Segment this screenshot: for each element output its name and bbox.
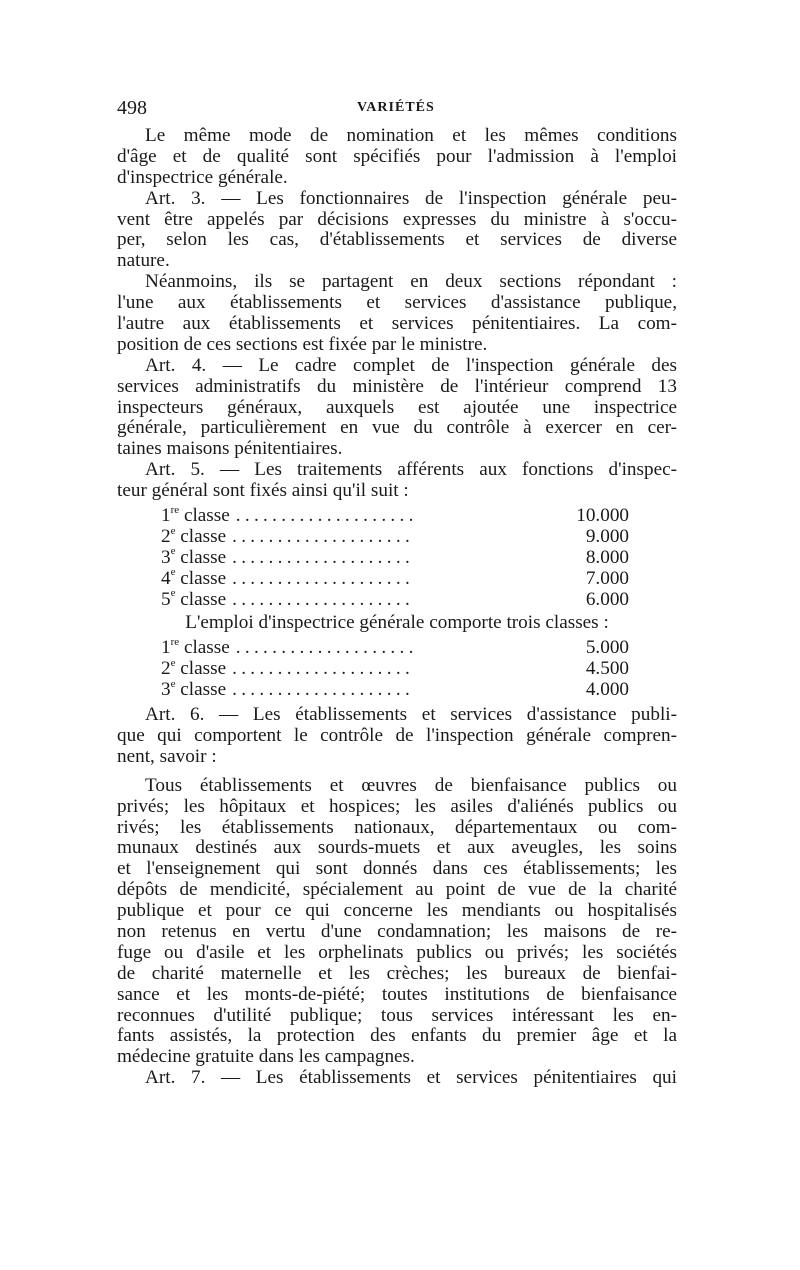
paragraph-intro [117, 126, 677, 189]
leader-dots: .................... [232, 568, 415, 589]
text-line: privés; les hôpitaux et hospices; les asiles d'aliénés publics ou [117, 795, 677, 817]
salary-class: 1re classe [161, 635, 230, 659]
text-line: Néanmoins, ils se partagent en deux sections répondant : [145, 271, 677, 293]
text-line: non retenus en vertu d'une condamnation; les maisons de re- [117, 920, 677, 942]
leader-dots: .................... [232, 680, 415, 701]
inspectrice-intro: L'emploi d'inspectrice générale comporte trois classes : [185, 612, 609, 634]
salary-amount: 4.500 [585, 658, 629, 680]
salary-amount: 5.000 [585, 637, 629, 659]
salary-class: 2e classe [161, 524, 227, 547]
paragraph-neanmoins [117, 272, 677, 356]
salary-class: 1re classe [161, 503, 230, 527]
text-line: rivés; les établissements nationaux, départementaux ou com- [117, 816, 677, 838]
salary-row [117, 524, 677, 548]
salary-class: 5e classe [161, 587, 227, 610]
leader-dots: .................... [232, 547, 415, 568]
salary-row [117, 635, 677, 659]
text-line: vent être appelés par décisions expresses du ministre à s'occu- [117, 208, 677, 230]
text-line: médecine gratuite dans les campagnes. [117, 1046, 415, 1068]
page-number: 498 [117, 97, 147, 119]
text-line: reconnues d'utilité publique; tous services intéressant les en- [117, 1004, 677, 1026]
text-line: inspecteurs généraux, auxquels est ajoutée une inspectrice [117, 396, 677, 418]
text-line: Art. 3. — Les fonctionnaires de l'inspection générale peu- [145, 187, 677, 209]
paragraph-art3 [117, 189, 677, 273]
text-line: l'autre aux établissements et services pénitentiaires. La com- [117, 313, 677, 335]
page-header [117, 97, 677, 123]
text-line: taines maisons pénitentiaires. [117, 438, 343, 460]
salary-amount: 9.000 [585, 525, 629, 547]
salary-amount: 7.000 [585, 567, 629, 589]
salary-amount: 8.000 [585, 546, 629, 568]
text-line: d'âge et de qualité sont spécifiés pour l'admission à l'emploi [117, 145, 677, 167]
paragraph-art6 [117, 705, 677, 768]
text-line: nature. [117, 250, 170, 272]
text-line: teur général sont fixés ainsi qu'il suit : [117, 480, 409, 502]
salary-row [117, 503, 677, 527]
paragraph-art4 [117, 356, 677, 460]
salary-class: 3e classe [161, 677, 227, 701]
text-line: Art. 4. — Le cadre complet de l'inspection générale des [145, 354, 677, 376]
salary-class: 2e classe [161, 656, 227, 680]
text-line: Art. 7. — Les établissements et services pénitentiaires qui [145, 1067, 677, 1089]
salary-table-inspectrice [117, 635, 677, 701]
text-line: Art. 5. — Les traitements afférents aux fonctions d'inspec- [145, 459, 677, 481]
leader-dots: .................... [232, 589, 415, 610]
text-line: per, selon les cas, d'établissements et services de diverse [117, 229, 677, 251]
salary-amount: 10.000 [576, 505, 629, 527]
salary-class: 4e classe [161, 566, 227, 589]
text-line: et l'enseignement qui sont donnés dans ces établissements; les [117, 858, 677, 880]
leader-dots: .................... [232, 659, 415, 680]
text-line: Tous établissements et œuvres de bienfaisance publics ou [145, 774, 677, 796]
salary-class: 3e classe [161, 545, 227, 568]
text-line: services administratifs du ministère de l'intérieur comprend 13 [117, 375, 677, 397]
paragraph-art7 [117, 1068, 677, 1089]
text-line: position de ces sections est fixée par le ministre. [117, 333, 488, 355]
salary-row [117, 656, 677, 680]
text-line: d'inspectrice générale. [117, 166, 288, 188]
text-line: fuge ou d'asile et les orphelinats publics ou privés; les sociétés [117, 941, 677, 963]
running-head: VARIÉTÉS [357, 100, 435, 115]
salary-row [117, 566, 677, 590]
text-line: Art. 6. — Les établissements et services d'assistance publi- [145, 704, 677, 726]
salary-table-inspecteurs [117, 503, 677, 610]
text-line: générale, particulièrement en vue du contrôle à exercer en cer- [117, 417, 677, 439]
text-line: de charité maternelle et les crèches; les bureaux de bienfai- [117, 962, 677, 984]
text-line: sance et les monts-de-piété; toutes institutions de bienfaisance [117, 983, 677, 1005]
leader-dots: .................... [232, 526, 415, 547]
salary-row [117, 587, 677, 611]
salary-amount: 6.000 [585, 588, 629, 610]
text-line: que qui comportent le contrôle de l'inspection générale compren- [117, 724, 677, 746]
text-line: publique et pour ce qui concerne les mendiants ou hospitalisés [117, 900, 677, 922]
text-line: dépôts de mendicité, spécialement au point de vue de la charité [117, 879, 677, 901]
salary-amount: 4.000 [585, 679, 629, 701]
text-line: nent, savoir : [117, 745, 217, 767]
salary-row [117, 545, 677, 569]
paragraph-etablissements-list [117, 776, 677, 1068]
text-line: munaux destinés aux sourds-muets et aux aveugles, les soins [117, 837, 677, 859]
text-line: fants assistés, la protection des enfants du premier âge et la [117, 1025, 677, 1047]
paragraph-art5 [117, 460, 677, 502]
text-line: Le même mode de nomination et les mêmes conditions [145, 125, 677, 146]
text-line: l'une aux établissements et services d'assistance publique, [117, 292, 677, 314]
salary-row [117, 677, 677, 701]
page-body [117, 126, 677, 1089]
leader-dots: .................... [235, 638, 418, 659]
leader-dots: .................... [235, 506, 418, 527]
